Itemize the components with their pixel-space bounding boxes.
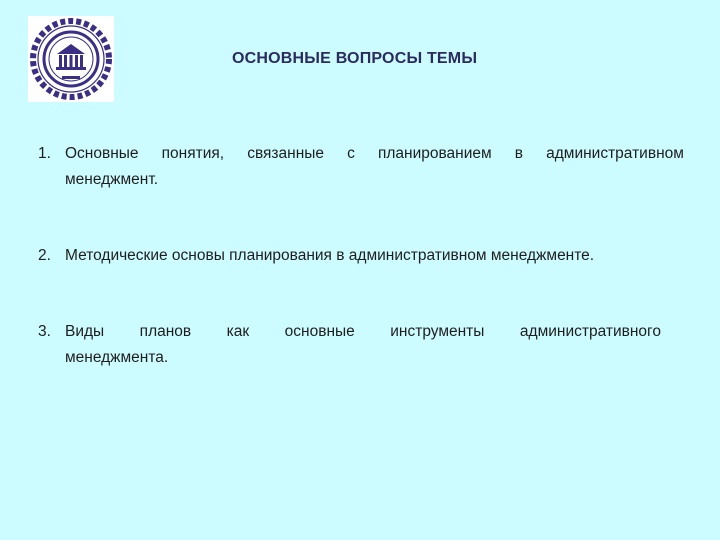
list-item — [38, 319, 684, 371]
university-seal-icon — [28, 16, 114, 102]
word: связанные — [247, 145, 325, 162]
word: с — [347, 145, 355, 162]
word: планированием — [377, 145, 492, 162]
page-title: ОСНОВНЫЕ ВОПРОСЫ ТЕМЫ — [232, 50, 478, 67]
item-number: 1. — [38, 145, 51, 162]
word: как — [226, 323, 250, 340]
item-line — [65, 141, 684, 167]
item-line — [65, 319, 661, 345]
word: планов — [139, 323, 192, 340]
word: основные — [284, 323, 355, 340]
word: административном — [546, 145, 684, 162]
word: Виды — [65, 323, 105, 340]
list-item — [38, 243, 684, 269]
word: инструменты — [390, 323, 485, 340]
word: понятия, — [161, 145, 225, 162]
item-line: менеджмент. — [65, 171, 159, 188]
item-number: 3. — [38, 323, 51, 340]
word: административного — [519, 323, 661, 340]
item-line: менеджмента. — [65, 349, 169, 366]
word: в — [514, 145, 524, 162]
list-item — [38, 141, 684, 193]
item-number: 2. — [38, 247, 51, 264]
word: Основные — [65, 145, 139, 162]
item-line: Методические основы планирования в административном менеджменте. — [65, 247, 595, 264]
